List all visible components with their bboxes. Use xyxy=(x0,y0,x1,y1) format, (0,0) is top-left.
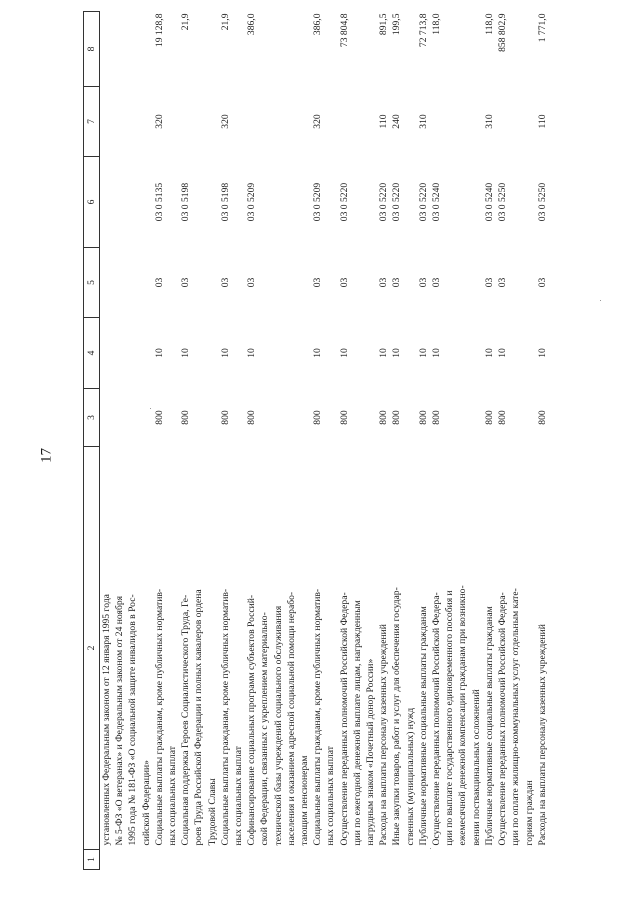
row-description: Публичные нормативные социальные выплаты гражданам Осуществление переданных полномочий Российской Федера- ции по оплате жилищно-коммунальных услуг отдельным кате- гориям граждан xyxy=(483,588,535,846)
table-row xyxy=(483,12,536,870)
row-description: Социальные выплаты гражданам, кроме публичных норматив- ных социальных выплат xyxy=(219,588,245,846)
row-description: установленных Федеральным законом от 12 января 1995 года № 5-ФЗ «О ветеранах» и Федеральным законом от 24 ноября 1995 года № 181-ФЗ «О социальной защите инвалидов в Рос- сийской Федерации» Социальные выплаты гражданам, кроме публичных норматив- ных социальных выплат xyxy=(101,588,179,846)
table-row xyxy=(179,12,219,870)
column-header: 6 xyxy=(84,157,100,248)
cell-col4: 10 xyxy=(338,348,350,358)
cell-col1 xyxy=(338,850,378,870)
cell-col5: 03 xyxy=(180,277,192,288)
cell-col6: 03 0 5220 03 0 5240 xyxy=(417,182,443,222)
cell-col5: 03 xyxy=(153,277,165,288)
cell-amount: 21,9 xyxy=(219,13,231,31)
budget-table-sheet xyxy=(83,12,605,870)
cell-col1 xyxy=(219,850,245,870)
row-description: Социальные выплаты гражданам, кроме публичных норматив- ных социальных выплат xyxy=(312,588,337,846)
cell-col4: 10 xyxy=(536,348,548,358)
column-header: 5 xyxy=(84,248,100,318)
cell-amount: 386,0 xyxy=(312,13,324,36)
column-header: 3 xyxy=(84,389,100,447)
cell-col4: 10 xyxy=(219,348,231,358)
cell-amount: 19 128,8 xyxy=(153,13,165,48)
cell-amount: 1 771,0 xyxy=(536,13,548,43)
table-row xyxy=(338,12,378,870)
row-description: Публичные нормативные социальные выплаты гражданам Осуществление переданных полномочий Российской Федера- ции по выплате государственного единовременного пособия и ежемесячной денежной компенсации гражданам при возникно- вении поствакцинальных осложнений xyxy=(417,585,482,846)
cell-col4: 10 xyxy=(246,348,258,358)
cell-col1 xyxy=(245,850,311,870)
cell-col3: 800 800 xyxy=(483,410,509,425)
cell-col5: 03 03 xyxy=(417,277,443,288)
table-header-row xyxy=(84,12,100,870)
table-row xyxy=(536,12,549,870)
cell-col3: 800 xyxy=(246,410,258,425)
cell-col6: 03 0 5198 xyxy=(180,182,192,222)
cell-col3: 800 xyxy=(153,410,165,425)
cell-col5: 03 03 xyxy=(378,277,403,288)
cell-col6: 03 0 5220 03 0 5220 xyxy=(378,182,403,222)
cell-col5: 03 xyxy=(246,277,258,288)
cell-col6: 03 0 5209 xyxy=(246,182,258,222)
cell-col7: 320 xyxy=(219,114,231,129)
table-row xyxy=(377,12,417,870)
cell-col1 xyxy=(179,850,219,870)
cell-col3: 800 xyxy=(536,410,548,425)
table-row xyxy=(245,12,311,870)
row-description: Расходы на выплаты персоналу казенных учреждений xyxy=(536,624,548,846)
cell-col3: 800 xyxy=(338,410,350,425)
page-number: 17 xyxy=(38,448,55,463)
cell-col7 xyxy=(245,87,311,157)
cell-col4: 10 xyxy=(312,348,324,358)
row-description: Софинансирование социальных программ субъектов Россий- ской Федерации, связанных с укреплением материально- технической базы учреждений социального обслуживания населения и оказанием адресной социальной помощи нерабо- тающим пенсионерам xyxy=(246,591,311,846)
cell-col1 xyxy=(311,850,337,870)
cell-amount: 118,0 858 802,9 xyxy=(483,13,509,52)
table-row xyxy=(417,12,483,870)
cell-col6: 03 0 5209 xyxy=(312,182,324,222)
cell-col5: 03 xyxy=(312,277,324,288)
cell-amount: 386,0 xyxy=(246,13,258,36)
cell-col7: 310 xyxy=(417,114,429,129)
cell-col6: 03 0 5198 xyxy=(219,182,231,222)
cell-col7: 310 xyxy=(483,114,495,129)
cell-col7: 110 xyxy=(536,114,548,129)
cell-col7 xyxy=(338,87,378,157)
table-body xyxy=(100,12,549,870)
cell-col5: 03 xyxy=(536,277,548,288)
cell-amount: 21,9 xyxy=(180,13,192,31)
cell-col5: 03 03 xyxy=(483,277,509,288)
cell-col1 xyxy=(536,850,549,870)
table-row xyxy=(219,12,245,870)
cell-col7: 320 xyxy=(153,114,165,129)
cell-col3: 800 xyxy=(219,410,231,425)
cell-col4: 10 xyxy=(153,348,165,358)
cell-col4: 10 10 xyxy=(417,348,443,358)
cell-amount: 73 804,8 xyxy=(338,13,350,48)
cell-col7 xyxy=(179,87,219,157)
scan-speck xyxy=(150,408,151,409)
cell-col3: 800 800 xyxy=(378,410,403,425)
column-header: 8 xyxy=(84,12,100,87)
cell-amount: 72 713,8 118,0 xyxy=(417,13,443,48)
scan-speck xyxy=(600,300,601,301)
cell-col4: 10 10 xyxy=(483,348,509,358)
cell-col6: 03 0 5135 xyxy=(153,182,165,222)
scan-speck xyxy=(430,848,431,849)
column-header: 4 xyxy=(84,318,100,389)
cell-col3: 800 xyxy=(312,410,324,425)
cell-col7: 110 240 xyxy=(378,114,403,129)
cell-amount: 891,5 199,5 xyxy=(378,13,403,36)
cell-col1 xyxy=(100,850,180,870)
table-row xyxy=(311,12,337,870)
row-description: Социальная поддержка Героев Социалистического Труда, Ге- роев Труда Российской Федерации и полных кавалеров ордена Трудовой Славы xyxy=(180,589,218,846)
cell-col7: 320 xyxy=(312,114,324,129)
row-description: Расходы на выплаты персоналу казенных учреждений Иные закупки товаров, работ и услуг для обеспечения государ- ственных (муниципальных) нужд xyxy=(378,587,416,846)
cell-col6: 03 0 5240 03 0 5250 xyxy=(483,182,509,222)
cell-col3: 800 xyxy=(180,410,192,425)
column-header: 1 xyxy=(84,850,100,870)
budget-table xyxy=(83,11,549,870)
column-header: 7 xyxy=(84,87,100,157)
cell-col4: 10 xyxy=(180,348,192,358)
row-description: Осуществление переданных полномочий Российской Федера- ции по ежегодной денежной выплате лицам, награжденным нагрудным знаком «Почетный донор России» xyxy=(338,592,377,846)
column-header: 2 xyxy=(84,447,100,850)
cell-col5: 03 xyxy=(219,277,231,288)
cell-col1 xyxy=(377,850,417,870)
cell-col4: 10 10 xyxy=(378,348,403,358)
table-row xyxy=(100,12,180,870)
cell-col3: 800 800 xyxy=(417,410,443,425)
cell-col1 xyxy=(417,850,483,870)
cell-col6: 03 0 5250 xyxy=(536,182,548,222)
cell-col6: 03 0 5220 xyxy=(338,182,350,222)
cell-col5: 03 xyxy=(338,277,350,288)
cell-col1 xyxy=(483,850,536,870)
